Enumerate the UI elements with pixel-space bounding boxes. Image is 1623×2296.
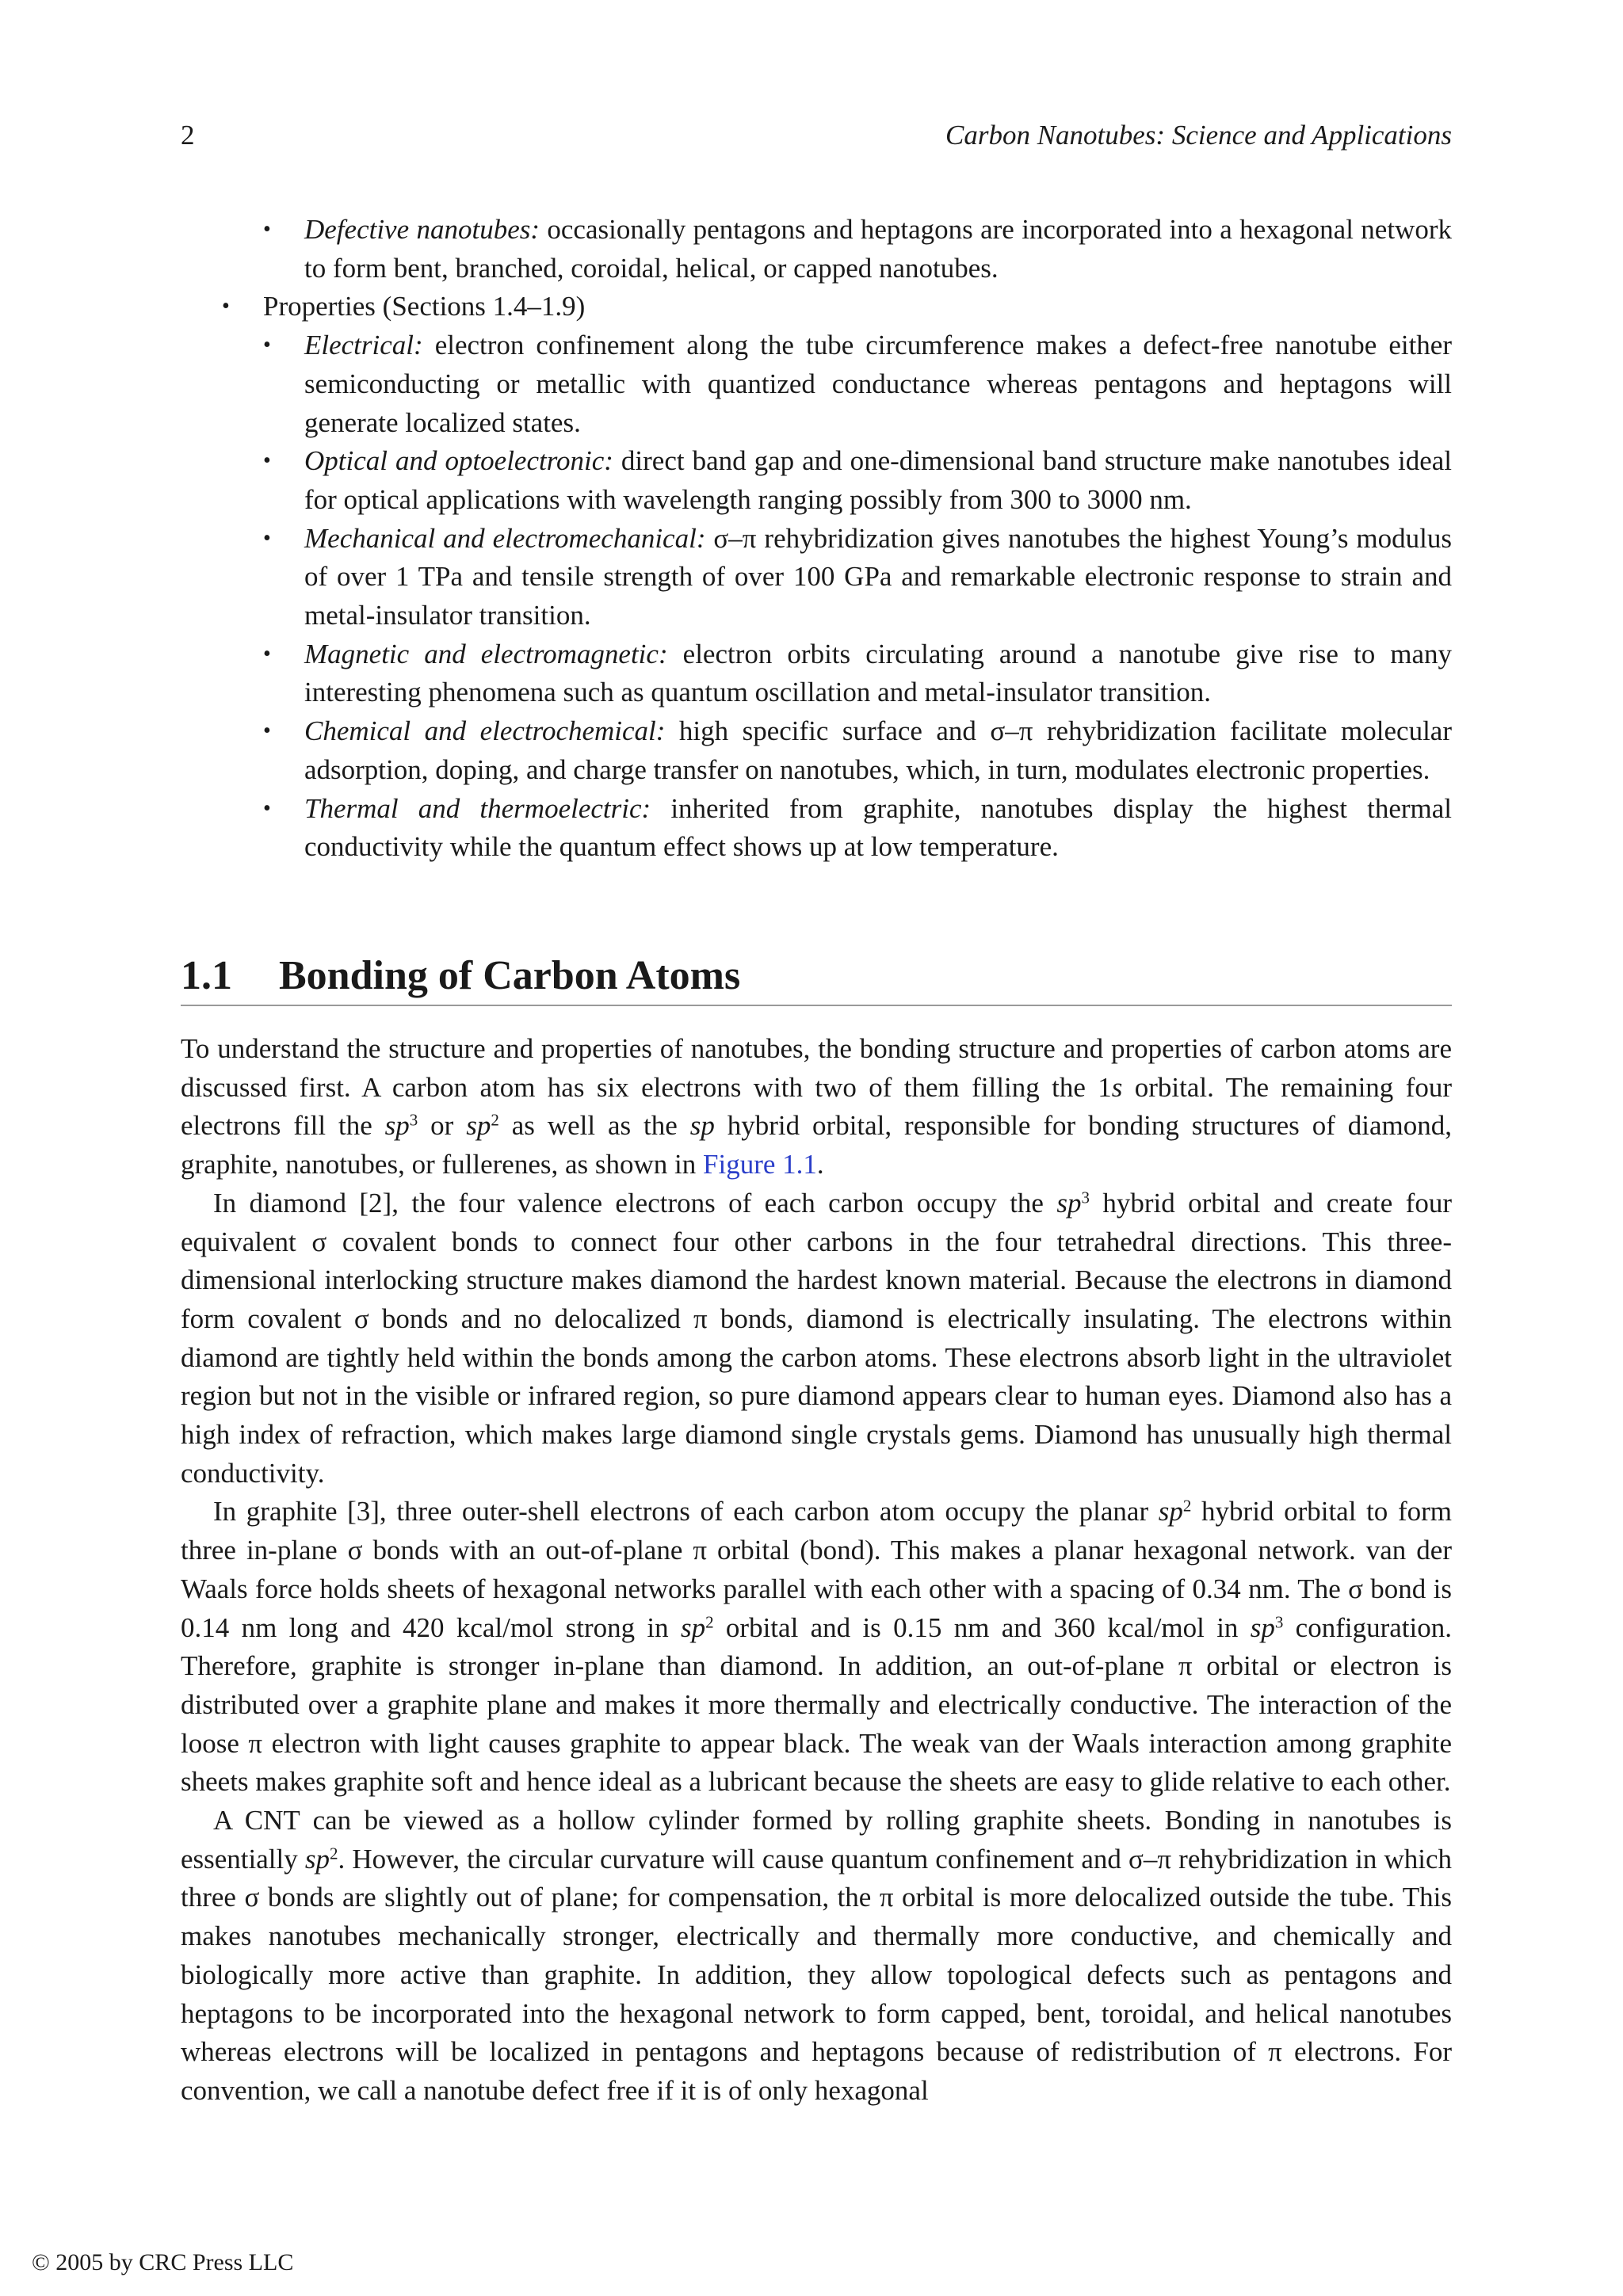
superscript: 2: [1182, 1496, 1192, 1516]
properties-label: Properties (Sections 1.4–1.9): [263, 291, 586, 322]
text-run: as well as the: [498, 1110, 690, 1142]
list-item: [304, 635, 1452, 712]
text-run: or: [418, 1110, 467, 1142]
list-item-text: σ–π rehybridization gives nanotubes the highest Young’s modulus of over 1 TPa and tensile strength of over 100 GPa and remarkable electronic response to strain and metal-insulator transition.: [304, 522, 1452, 631]
list-item-term: Chemical and electrochemical:: [304, 715, 666, 747]
list-item: [304, 790, 1452, 867]
text-run: hybrid orbital, responsible for bonding structures of diamond, graphite, nanotubes, or fullerenes, as shown in: [181, 1110, 1452, 1180]
text-run: To understand the structure and properties of nanotubes, the bonding structure and properties of carbon atoms are discussed first. A carbon atom has six electrons with two of them filling the 1: [181, 1033, 1452, 1103]
superscript: 2: [705, 1612, 714, 1631]
text-run: sp: [689, 1110, 715, 1142]
properties-heading: [263, 288, 1452, 867]
superscript: 2: [491, 1110, 499, 1130]
list-item-text: electron confinement along the tube circumference makes a defect-free nanotube either semiconducting or metallic with quantized conductance whereas pentagons and heptagons will generate localized states.: [304, 330, 1452, 438]
running-title: Carbon Nanotubes: Science and Applications: [945, 120, 1452, 151]
figure-link[interactable]: Figure 1.1: [703, 1149, 817, 1180]
text-run: s: [1111, 1071, 1123, 1103]
text-run: orbital and is 0.15 nm and 360 kcal/mol in: [713, 1611, 1251, 1643]
body-text: [181, 1030, 1452, 2111]
text-run: sp: [384, 1110, 410, 1142]
paragraph: [181, 1802, 1452, 2111]
list-item-text: electron orbits circulating around a nanotube give rise to many interesting phenomena such as quantum oscillation and metal-insulator transition.: [304, 638, 1452, 708]
text-run: In diamond [2], the four valence electrons of each carbon occupy the: [213, 1187, 1057, 1219]
list-item: [304, 326, 1452, 442]
defective-list: [304, 211, 1452, 288]
text-run: orbital. The remaining four electrons fill the: [181, 1071, 1452, 1142]
list-item: [304, 442, 1452, 519]
feature-list: [181, 211, 1452, 867]
list-item-term: Thermal and thermoelectric:: [304, 792, 651, 824]
paragraph: [181, 1493, 1452, 1802]
text-run: sp: [466, 1110, 491, 1142]
section-title: Bonding of Carbon Atoms: [279, 953, 741, 998]
text-run: .: [816, 1149, 824, 1180]
superscript: 2: [330, 1844, 338, 1863]
paragraph: [181, 1030, 1452, 1184]
superscript: 3: [1274, 1612, 1284, 1631]
text-run: hybrid orbital to form three in-plane σ bonds with an out-of-plane π orbital (bond). This makes a planar hexagonal network. van der Waals force holds sheets of hexagonal networks parallel with each other with a spacing of 0.34 nm. The σ bond is 0.14 nm long and 420 kcal/mol strong in: [181, 1496, 1452, 1643]
text-run: sp: [680, 1611, 706, 1643]
list-item-term: Electrical:: [304, 330, 423, 361]
list-item: [304, 712, 1452, 789]
list-item: [304, 520, 1452, 635]
properties-list: [263, 288, 1452, 867]
text-run: sp: [1250, 1611, 1275, 1643]
list-item-term: Magnetic and electromagnetic:: [304, 638, 668, 669]
text-run: hybrid orbital and create four equivalent σ covalent bonds to connect four other carbons in the four tetrahedral directions. This three-dimensional interlocking structure makes diamond the hardest known material. Because the electrons in diamond form covalent σ bonds and no delocalized π bonds, diamond is electrically insulating. The electrons within diamond are tightly held within the bonds among the carbon atoms. These electrons absorb light in the ultraviolet region but not in the visible or infrared region, so pure diamond appears clear to human eyes. Diamond also has a high index of refraction, which makes large diamond single crystals gems. Diamond has unusually high thermal conductivity.: [181, 1187, 1452, 1489]
list-item-term: Mechanical and electromechanical:: [304, 522, 706, 554]
text-run: . However, the circular curvature will cause quantum confinement and σ–π rehybridization in which three σ bonds are slightly out of plane; for compensation, the π orbital is more delocalized outside the tube. This makes nanotubes mechanically stronger, electrically and thermally more conductive, and chemically and biologically more active than graphite. In addition, they allow topological defects such as pentagons and heptagons to be incorporated into the hexagonal network to form capped, bent, toroidal, and helical nanotubes whereas electrons will be localized in pentagons and heptagons because of redistribution of π electrons. For convention, we call a nanotube defect free if it is of only hexagonal: [181, 1843, 1452, 2106]
list-item-text: occasionally pentagons and heptagons are incorporated into a hexagonal network to form bent, branched, coroidal, helical, or capped nanotubes.: [304, 214, 1452, 284]
properties-sublist: [304, 326, 1452, 867]
section-number: 1.1: [181, 953, 232, 998]
text-run: sp: [1056, 1187, 1082, 1219]
text-run: configuration. Therefore, graphite is stronger in-plane than diamond. In addition, an out-of-plane π orbital or electron is distributed over a graphite plane and makes it more thermally and electrically conductive. The interaction of the loose π electron with light causes graphite to appear black. The weak van der Waals interaction among graphite sheets makes graphite soft and hence ideal as a lubricant because the sheets are easy to glide relative to each other.: [181, 1611, 1452, 1798]
page-number: 2: [181, 120, 195, 151]
superscript: 3: [1081, 1188, 1090, 1207]
text-run: sp: [304, 1843, 330, 1875]
copyright-footer: © 2005 by CRC Press LLC: [32, 2249, 294, 2275]
text-run: In graphite [3], three outer-shell electrons of each carbon atom occupy the planar: [213, 1496, 1159, 1527]
list-item-term: Defective nanotubes:: [304, 214, 540, 245]
paragraph: [181, 1184, 1452, 1493]
superscript: 3: [409, 1110, 418, 1130]
list-item-text: inherited from graphite, nanotubes display the highest thermal conductivity while the quantum effect shows up at low temperature.: [304, 792, 1452, 863]
list-item-text: high specific surface and σ–π rehybridization facilitate molecular adsorption, doping, and charge transfer on nanotubes, which, in turn, modulates electronic properties.: [304, 715, 1452, 785]
list-item-term: Optical and optoelectronic:: [304, 445, 613, 477]
list-item-text: direct band gap and one-dimensional band structure make nanotubes ideal for optical applications with wavelength ranging possibly from 300 to 3000 nm.: [304, 445, 1452, 515]
list-item: [304, 211, 1452, 288]
text-run: A CNT can be viewed as a hollow cylinder formed by rolling graphite sheets. Bonding in nanotubes is essentially: [181, 1805, 1452, 1875]
section-heading: [181, 948, 1452, 1006]
text-run: sp: [1158, 1496, 1183, 1527]
running-header: [181, 116, 1452, 155]
